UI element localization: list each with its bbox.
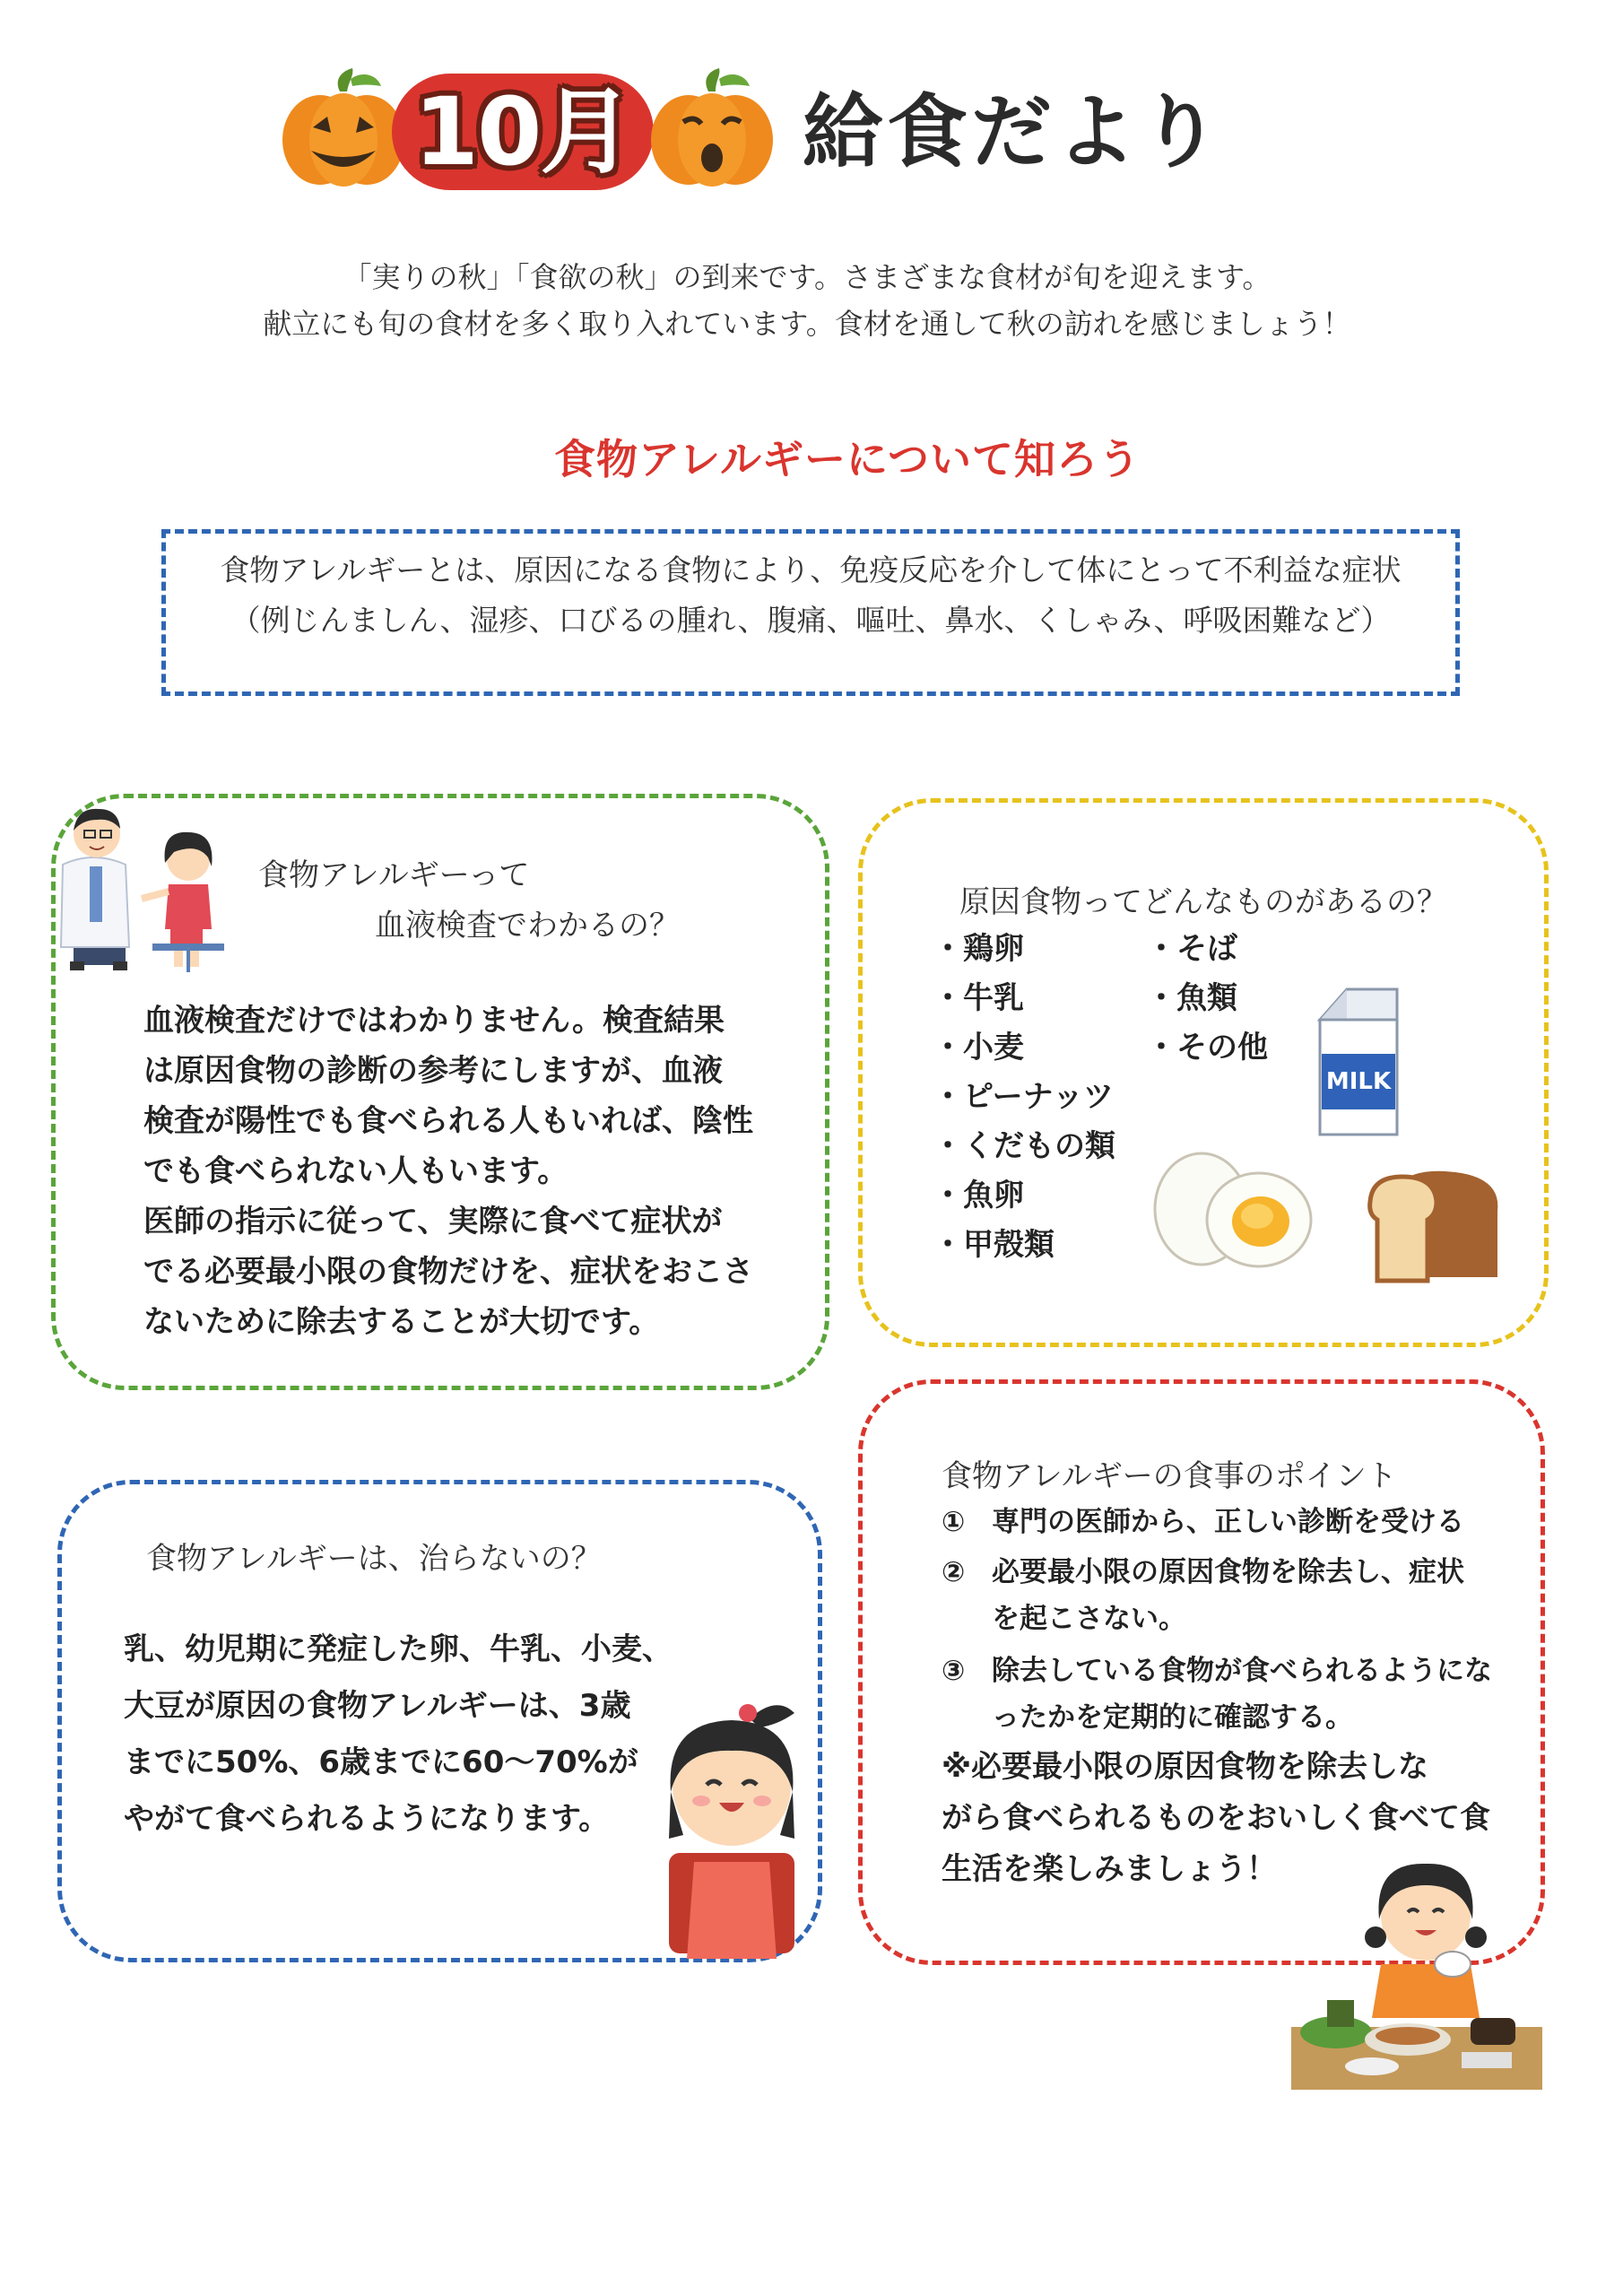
point-3-text-line-2: ったかを定期的に確認する。: [992, 1701, 1353, 1734]
blood-test-answer-line: 検査が陽性でも食べられる人もいれば、陰性: [143, 1103, 753, 1139]
list-item: ・鶏卵: [933, 931, 1024, 967]
cure-answer-line: 大豆が原因の食物アレルギーは、3歳: [124, 1688, 631, 1724]
cause-foods-list-right: [1146, 924, 1268, 1072]
point-2-text-line-1: 必要最小限の原因食物を除去し、症状: [992, 1556, 1464, 1588]
milk-label: MILK: [1325, 1068, 1392, 1095]
pumpkin-left-icon: [281, 65, 406, 188]
list-item: ・くだもの類: [933, 1128, 1115, 1164]
list-item: ・ピーナッツ: [933, 1079, 1114, 1115]
blood-test-answer-line: でる必要最小限の食物だけを、症状をおこさ: [143, 1254, 753, 1290]
list-item: ・魚類: [1146, 980, 1237, 1016]
bread-icon: [1363, 1166, 1506, 1287]
meal-points-heading: 食物アレルギーの食事のポイント: [942, 1458, 1397, 1494]
definition-line-2: （例じんましん、湿疹、口びるの腫れ、腹痛、嘔吐、鼻水、くしゃみ、呼吸困難など）: [230, 603, 1391, 638]
point-2-number: ②: [942, 1556, 966, 1588]
blood-test-answer-line: 医師の指示に従って、実際に食べて症状が: [143, 1204, 723, 1239]
page-title: 給食だより: [803, 85, 1224, 179]
list-item: ・そば: [1146, 931, 1237, 967]
note-line: ※必要最小限の原因食物を除去しな: [942, 1749, 1429, 1785]
blood-test-answer-line: 血液検査だけではわかりません。検査結果: [143, 1003, 725, 1039]
list-item: ・魚卵: [933, 1178, 1024, 1213]
girl-eating-illustration: [1273, 1848, 1560, 2099]
list-item: ・その他: [1146, 1030, 1268, 1065]
blood-test-answer-line: でも食べられない人もいます。: [143, 1153, 568, 1189]
note-line: がら食べられるものをおいしく食べて食: [942, 1800, 1490, 1836]
cure-question: 食物アレルギーは、治らないの？: [146, 1541, 602, 1577]
blood-test-question-line-1: 食物アレルギーって: [258, 857, 530, 893]
point-1-number: ①: [942, 1506, 966, 1538]
cause-foods-list-left: [933, 924, 1115, 1269]
cure-answer-line: 乳、幼児期に発症した卵、牛乳、小麦、: [124, 1631, 673, 1667]
cure-answer-line: までに50%、6歳までに60～70%が: [124, 1744, 638, 1780]
cause-foods-question: 原因食物ってどんなものがあるの？: [959, 884, 1447, 920]
section-heading: 食物アレルギーについて知ろう: [553, 435, 1141, 483]
point-3-number: ③: [942, 1655, 966, 1687]
blood-test-question-line-2: 血液検査でわかるの？: [375, 908, 680, 944]
month-label: 10月: [413, 77, 632, 187]
definition-line-1: 食物アレルギーとは、原因になる食物により、免疫反応を介して体にとって不利益な症状: [220, 552, 1402, 587]
intro-line-1: 「実りの秋」「食欲の秋」の到来です。さまざまな食材が旬を迎えます。: [343, 260, 1271, 294]
pumpkin-right-icon: [647, 65, 775, 188]
blood-test-answer: [143, 996, 753, 1347]
blood-test-answer-line: ないために除去することが大切です。: [143, 1304, 660, 1340]
doctor-patient-illustration: [54, 795, 233, 978]
cure-answer: [124, 1622, 673, 1848]
point-3-text-line-1: 除去している食物が食べられるようにな: [992, 1655, 1492, 1687]
blood-test-answer-line: は原因食物の診断の参考にしますが、血液: [143, 1053, 723, 1089]
list-item: ・牛乳: [933, 980, 1024, 1016]
point-2-text-line-2: を起こさない。: [992, 1603, 1186, 1635]
note-line: 生活を楽しみましょう！: [942, 1851, 1277, 1887]
list-item: ・小麦: [933, 1030, 1024, 1065]
list-item: ・甲殻類: [933, 1227, 1055, 1263]
schoolgirl-illustration: [642, 1686, 821, 1970]
month-badge: [392, 74, 654, 190]
cure-answer-line: やがて食べられるようになります。: [124, 1801, 610, 1837]
boiled-egg-icon: [1146, 1139, 1316, 1274]
intro-line-2: 献立にも旬の食材を多く取り入れています。食材を通して秋の訪れを感じましょう！: [263, 307, 1351, 341]
point-1-text: 専門の医師から、正しい診断を受ける: [992, 1506, 1464, 1538]
milk-carton-icon: [1311, 982, 1406, 1139]
